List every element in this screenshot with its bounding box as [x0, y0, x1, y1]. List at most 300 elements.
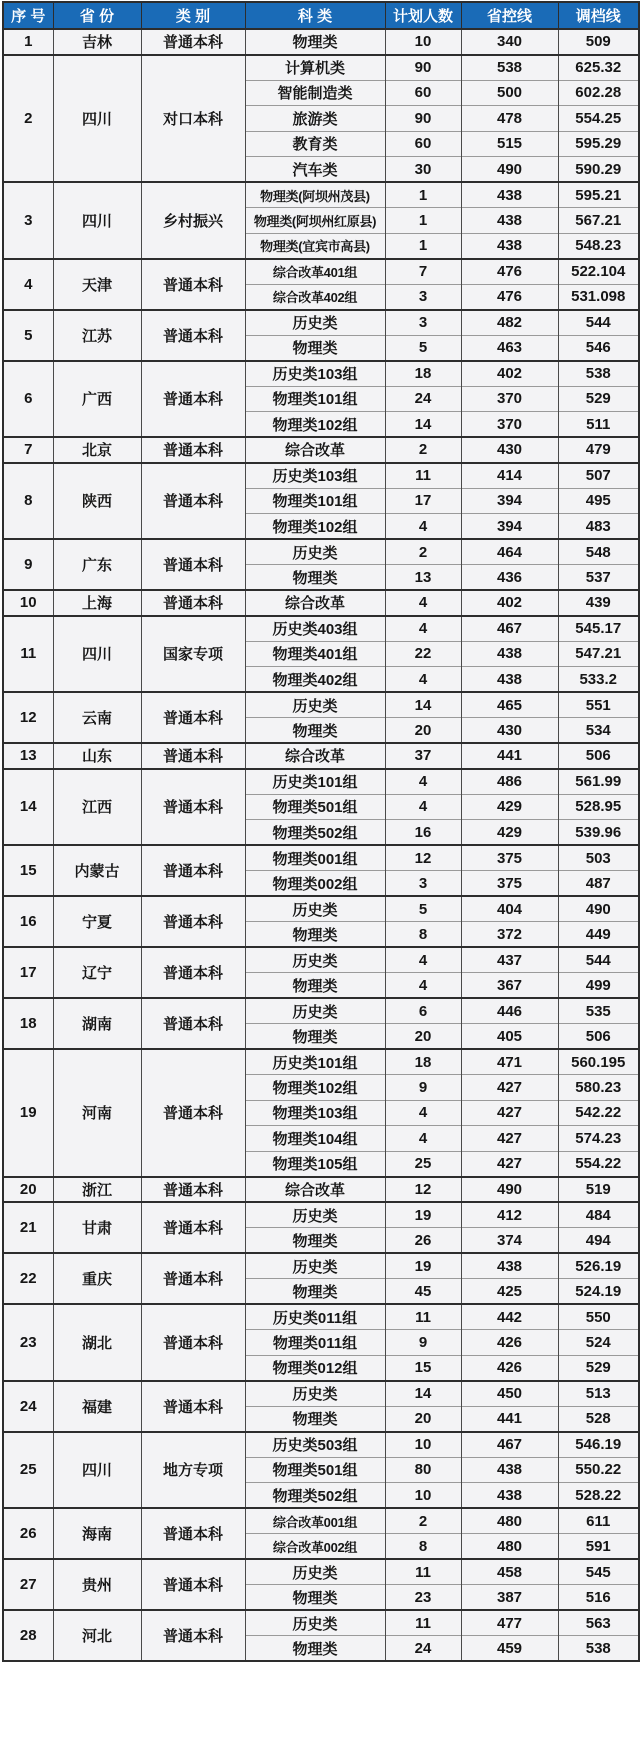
cell-subject: 物理类001组	[245, 845, 385, 871]
table-row	[3, 29, 639, 55]
cell-plan: 1	[385, 182, 461, 208]
cell-transfer-line: 591	[558, 1534, 639, 1560]
cell-province: 江苏	[53, 310, 141, 361]
admission-scores-table	[2, 1, 640, 1662]
cell-serial: 1	[3, 29, 53, 55]
cell-transfer-line: 484	[558, 1202, 639, 1228]
cell-subject: 历史类011组	[245, 1304, 385, 1330]
cell-province: 海南	[53, 1508, 141, 1559]
cell-category: 普通本科	[141, 1610, 245, 1661]
cell-serial: 18	[3, 998, 53, 1049]
cell-category: 普通本科	[141, 947, 245, 998]
cell-transfer-line: 548	[558, 539, 639, 565]
cell-plan: 4	[385, 973, 461, 999]
col-header-control-line: 省控线	[461, 2, 558, 29]
cell-subject: 综合改革002组	[245, 1534, 385, 1560]
cell-serial: 11	[3, 616, 53, 693]
cell-plan: 23	[385, 1585, 461, 1611]
cell-control-line: 458	[461, 1559, 558, 1585]
cell-subject: 综合改革	[245, 743, 385, 769]
table-row	[3, 437, 639, 463]
cell-plan: 14	[385, 1381, 461, 1407]
cell-transfer-line: 511	[558, 412, 639, 438]
cell-plan: 11	[385, 1610, 461, 1636]
cell-subject: 物理类502组	[245, 820, 385, 846]
cell-control-line: 426	[461, 1330, 558, 1356]
cell-transfer-line: 529	[558, 1355, 639, 1381]
cell-province: 河北	[53, 1610, 141, 1661]
table-row	[3, 1610, 639, 1636]
cell-plan: 11	[385, 463, 461, 489]
table-row	[3, 998, 639, 1024]
cell-category: 对口本科	[141, 55, 245, 183]
cell-category: 普通本科	[141, 361, 245, 438]
cell-plan: 13	[385, 565, 461, 591]
cell-province: 江西	[53, 769, 141, 846]
table-row	[3, 182, 639, 208]
cell-subject: 教育类	[245, 131, 385, 157]
cell-subject: 物理类	[245, 718, 385, 744]
cell-control-line: 438	[461, 641, 558, 667]
cell-province: 广西	[53, 361, 141, 438]
cell-subject: 历史类	[245, 692, 385, 718]
cell-control-line: 471	[461, 1049, 558, 1075]
cell-plan: 2	[385, 437, 461, 463]
cell-control-line: 436	[461, 565, 558, 591]
cell-serial: 6	[3, 361, 53, 438]
cell-plan: 19	[385, 1202, 461, 1228]
cell-control-line: 394	[461, 488, 558, 514]
cell-category: 普通本科	[141, 769, 245, 846]
cell-control-line: 459	[461, 1636, 558, 1662]
cell-serial: 10	[3, 590, 53, 616]
cell-subject: 物理类002组	[245, 871, 385, 897]
cell-plan: 12	[385, 845, 461, 871]
cell-subject: 历史类	[245, 310, 385, 336]
cell-serial: 26	[3, 1508, 53, 1559]
cell-control-line: 441	[461, 1406, 558, 1432]
table-row	[3, 259, 639, 285]
cell-category: 普通本科	[141, 259, 245, 310]
cell-plan: 16	[385, 820, 461, 846]
cell-control-line: 446	[461, 998, 558, 1024]
cell-plan: 17	[385, 488, 461, 514]
cell-category: 普通本科	[141, 590, 245, 616]
cell-province: 广东	[53, 539, 141, 590]
cell-subject: 物理类012组	[245, 1355, 385, 1381]
cell-transfer-line: 546.19	[558, 1432, 639, 1458]
cell-province: 山东	[53, 743, 141, 769]
cell-control-line: 429	[461, 820, 558, 846]
cell-subject: 物理类	[245, 1024, 385, 1050]
cell-control-line: 370	[461, 412, 558, 438]
cell-serial: 2	[3, 55, 53, 183]
cell-plan: 4	[385, 514, 461, 540]
cell-serial: 14	[3, 769, 53, 846]
cell-serial: 5	[3, 310, 53, 361]
cell-plan: 3	[385, 284, 461, 310]
cell-transfer-line: 595.21	[558, 182, 639, 208]
table-row	[3, 1202, 639, 1228]
cell-province: 内蒙古	[53, 845, 141, 896]
cell-category: 普通本科	[141, 1049, 245, 1177]
cell-control-line: 426	[461, 1355, 558, 1381]
cell-category: 普通本科	[141, 310, 245, 361]
cell-transfer-line: 519	[558, 1177, 639, 1203]
cell-control-line: 477	[461, 1610, 558, 1636]
cell-transfer-line: 479	[558, 437, 639, 463]
cell-control-line: 375	[461, 871, 558, 897]
cell-transfer-line: 528	[558, 1406, 639, 1432]
cell-subject: 计算机类	[245, 55, 385, 81]
cell-transfer-line: 528.22	[558, 1483, 639, 1509]
col-header-serial: 序 号	[3, 2, 53, 29]
table-row	[3, 1432, 639, 1458]
cell-category: 乡村振兴	[141, 182, 245, 259]
cell-transfer-line: 528.95	[558, 794, 639, 820]
cell-subject: 物理类105组	[245, 1151, 385, 1177]
cell-category: 地方专项	[141, 1432, 245, 1509]
cell-plan: 7	[385, 259, 461, 285]
cell-transfer-line: 529	[558, 386, 639, 412]
cell-category: 普通本科	[141, 1202, 245, 1253]
cell-serial: 23	[3, 1304, 53, 1381]
cell-transfer-line: 531.098	[558, 284, 639, 310]
table-body	[3, 29, 639, 1661]
cell-serial: 4	[3, 259, 53, 310]
cell-subject: 历史类103组	[245, 463, 385, 489]
cell-control-line: 438	[461, 182, 558, 208]
cell-plan: 2	[385, 1508, 461, 1534]
cell-plan: 14	[385, 692, 461, 718]
cell-subject: 物理类011组	[245, 1330, 385, 1356]
cell-control-line: 438	[461, 233, 558, 259]
cell-serial: 12	[3, 692, 53, 743]
cell-control-line: 414	[461, 463, 558, 489]
cell-plan: 5	[385, 896, 461, 922]
cell-transfer-line: 507	[558, 463, 639, 489]
cell-transfer-line: 551	[558, 692, 639, 718]
table-row	[3, 1381, 639, 1407]
cell-subject: 物理类	[245, 1406, 385, 1432]
cell-control-line: 370	[461, 386, 558, 412]
cell-subject: 历史类503组	[245, 1432, 385, 1458]
table-row	[3, 1559, 639, 1585]
cell-transfer-line: 554.25	[558, 106, 639, 132]
cell-serial: 20	[3, 1177, 53, 1203]
cell-transfer-line: 526.19	[558, 1253, 639, 1279]
cell-transfer-line: 544	[558, 310, 639, 336]
cell-control-line: 438	[461, 667, 558, 693]
cell-plan: 80	[385, 1457, 461, 1483]
table-row	[3, 1049, 639, 1075]
col-header-transfer-line: 调档线	[558, 2, 639, 29]
cell-serial: 16	[3, 896, 53, 947]
cell-subject: 历史类103组	[245, 361, 385, 387]
cell-category: 普通本科	[141, 896, 245, 947]
cell-control-line: 490	[461, 157, 558, 183]
cell-category: 普通本科	[141, 692, 245, 743]
cell-control-line: 476	[461, 284, 558, 310]
cell-transfer-line: 602.28	[558, 80, 639, 106]
cell-control-line: 464	[461, 539, 558, 565]
cell-plan: 10	[385, 1432, 461, 1458]
cell-control-line: 437	[461, 947, 558, 973]
cell-plan: 11	[385, 1559, 461, 1585]
cell-control-line: 425	[461, 1279, 558, 1305]
table-row	[3, 743, 639, 769]
cell-control-line: 404	[461, 896, 558, 922]
table-row	[3, 361, 639, 387]
cell-plan: 37	[385, 743, 461, 769]
cell-category: 普通本科	[141, 743, 245, 769]
cell-plan: 90	[385, 106, 461, 132]
cell-transfer-line: 546	[558, 335, 639, 361]
cell-control-line: 490	[461, 1177, 558, 1203]
cell-subject: 历史类	[245, 1559, 385, 1585]
cell-subject: 物理类(阿坝州红原县)	[245, 208, 385, 234]
cell-transfer-line: 516	[558, 1585, 639, 1611]
cell-subject: 综合改革401组	[245, 259, 385, 285]
cell-control-line: 430	[461, 718, 558, 744]
cell-subject: 物理类(阿坝州茂县)	[245, 182, 385, 208]
col-header-subject: 科 类	[245, 2, 385, 29]
cell-plan: 25	[385, 1151, 461, 1177]
cell-serial: 22	[3, 1253, 53, 1304]
cell-subject: 历史类	[245, 1610, 385, 1636]
cell-province: 四川	[53, 182, 141, 259]
cell-serial: 9	[3, 539, 53, 590]
cell-transfer-line: 506	[558, 1024, 639, 1050]
cell-control-line: 463	[461, 335, 558, 361]
cell-control-line: 427	[461, 1151, 558, 1177]
cell-plan: 14	[385, 412, 461, 438]
cell-transfer-line: 538	[558, 361, 639, 387]
cell-subject: 物理类104组	[245, 1126, 385, 1152]
table-row	[3, 616, 639, 642]
cell-transfer-line: 539.96	[558, 820, 639, 846]
cell-control-line: 465	[461, 692, 558, 718]
cell-category: 普通本科	[141, 845, 245, 896]
cell-plan: 45	[385, 1279, 461, 1305]
cell-subject: 物理类501组	[245, 794, 385, 820]
cell-plan: 8	[385, 1534, 461, 1560]
cell-transfer-line: 550	[558, 1304, 639, 1330]
cell-control-line: 402	[461, 361, 558, 387]
cell-transfer-line: 542.22	[558, 1100, 639, 1126]
cell-province: 上海	[53, 590, 141, 616]
cell-subject: 物理类101组	[245, 488, 385, 514]
cell-transfer-line: 625.32	[558, 55, 639, 81]
cell-province: 四川	[53, 616, 141, 693]
cell-subject: 历史类	[245, 947, 385, 973]
cell-transfer-line: 522.104	[558, 259, 639, 285]
cell-subject: 智能制造类	[245, 80, 385, 106]
table-row	[3, 590, 639, 616]
cell-control-line: 412	[461, 1202, 558, 1228]
cell-plan: 18	[385, 361, 461, 387]
cell-subject: 历史类101组	[245, 1049, 385, 1075]
cell-province: 云南	[53, 692, 141, 743]
table-row	[3, 1253, 639, 1279]
cell-subject: 物理类	[245, 335, 385, 361]
cell-province: 浙江	[53, 1177, 141, 1203]
cell-subject: 物理类	[245, 973, 385, 999]
cell-subject: 汽车类	[245, 157, 385, 183]
cell-transfer-line: 548.23	[558, 233, 639, 259]
cell-control-line: 375	[461, 845, 558, 871]
cell-plan: 3	[385, 871, 461, 897]
col-header-category: 类 别	[141, 2, 245, 29]
cell-subject: 物理类102组	[245, 412, 385, 438]
cell-subject: 综合改革402组	[245, 284, 385, 310]
cell-plan: 4	[385, 769, 461, 795]
cell-subject: 物理类	[245, 1636, 385, 1662]
cell-subject: 物理类103组	[245, 1100, 385, 1126]
cell-plan: 8	[385, 922, 461, 948]
cell-plan: 2	[385, 539, 461, 565]
cell-control-line: 515	[461, 131, 558, 157]
cell-control-line: 486	[461, 769, 558, 795]
cell-transfer-line: 494	[558, 1228, 639, 1254]
cell-control-line: 430	[461, 437, 558, 463]
cell-transfer-line: 567.21	[558, 208, 639, 234]
cell-serial: 7	[3, 437, 53, 463]
cell-subject: 历史类	[245, 998, 385, 1024]
cell-province: 河南	[53, 1049, 141, 1177]
cell-control-line: 538	[461, 55, 558, 81]
cell-transfer-line: 550.22	[558, 1457, 639, 1483]
cell-subject: 物理类(宜宾市高县)	[245, 233, 385, 259]
cell-transfer-line: 611	[558, 1508, 639, 1534]
cell-control-line: 387	[461, 1585, 558, 1611]
cell-province: 四川	[53, 1432, 141, 1509]
cell-plan: 4	[385, 794, 461, 820]
cell-category: 普通本科	[141, 1304, 245, 1381]
cell-control-line: 427	[461, 1126, 558, 1152]
cell-transfer-line: 534	[558, 718, 639, 744]
cell-category: 普通本科	[141, 998, 245, 1049]
cell-control-line: 442	[461, 1304, 558, 1330]
cell-province: 吉林	[53, 29, 141, 55]
cell-subject: 物理类501组	[245, 1457, 385, 1483]
cell-transfer-line: 537	[558, 565, 639, 591]
cell-serial: 17	[3, 947, 53, 998]
cell-province: 天津	[53, 259, 141, 310]
cell-plan: 4	[385, 590, 461, 616]
cell-plan: 4	[385, 1126, 461, 1152]
cell-subject: 物理类401组	[245, 641, 385, 667]
cell-transfer-line: 547.21	[558, 641, 639, 667]
cell-plan: 3	[385, 310, 461, 336]
cell-serial: 8	[3, 463, 53, 540]
cell-province: 贵州	[53, 1559, 141, 1610]
cell-transfer-line: 545	[558, 1559, 639, 1585]
cell-transfer-line: 574.23	[558, 1126, 639, 1152]
cell-plan: 60	[385, 80, 461, 106]
cell-control-line: 438	[461, 1457, 558, 1483]
cell-plan: 60	[385, 131, 461, 157]
cell-transfer-line: 560.195	[558, 1049, 639, 1075]
cell-control-line: 394	[461, 514, 558, 540]
cell-province: 四川	[53, 55, 141, 183]
cell-plan: 1	[385, 208, 461, 234]
header-row	[3, 2, 639, 29]
cell-transfer-line: 538	[558, 1636, 639, 1662]
cell-transfer-line: 590.29	[558, 157, 639, 183]
cell-control-line: 478	[461, 106, 558, 132]
cell-province: 陕西	[53, 463, 141, 540]
cell-province: 北京	[53, 437, 141, 463]
cell-plan: 9	[385, 1330, 461, 1356]
cell-control-line: 374	[461, 1228, 558, 1254]
cell-control-line: 467	[461, 616, 558, 642]
table-row	[3, 692, 639, 718]
cell-plan: 4	[385, 667, 461, 693]
cell-category: 普通本科	[141, 1177, 245, 1203]
cell-subject: 物理类	[245, 1228, 385, 1254]
col-header-plan: 计划人数	[385, 2, 461, 29]
cell-transfer-line: 545.17	[558, 616, 639, 642]
cell-control-line: 450	[461, 1381, 558, 1407]
cell-control-line: 438	[461, 208, 558, 234]
cell-control-line: 405	[461, 1024, 558, 1050]
cell-plan: 12	[385, 1177, 461, 1203]
cell-category: 普通本科	[141, 1508, 245, 1559]
cell-plan: 26	[385, 1228, 461, 1254]
cell-control-line: 480	[461, 1534, 558, 1560]
cell-transfer-line: 563	[558, 1610, 639, 1636]
cell-serial: 21	[3, 1202, 53, 1253]
cell-transfer-line: 535	[558, 998, 639, 1024]
cell-province: 湖北	[53, 1304, 141, 1381]
cell-province: 湖南	[53, 998, 141, 1049]
cell-subject: 历史类	[245, 1381, 385, 1407]
cell-control-line: 427	[461, 1075, 558, 1101]
cell-transfer-line: 503	[558, 845, 639, 871]
cell-serial: 28	[3, 1610, 53, 1661]
cell-category: 普通本科	[141, 1381, 245, 1432]
table-row	[3, 310, 639, 336]
cell-subject: 历史类	[245, 896, 385, 922]
cell-plan: 10	[385, 1483, 461, 1509]
cell-subject: 综合改革	[245, 437, 385, 463]
cell-transfer-line: 533.2	[558, 667, 639, 693]
cell-transfer-line: 483	[558, 514, 639, 540]
cell-transfer-line: 561.99	[558, 769, 639, 795]
cell-subject: 物理类	[245, 29, 385, 55]
cell-control-line: 340	[461, 29, 558, 55]
cell-serial: 25	[3, 1432, 53, 1509]
cell-subject: 物理类101组	[245, 386, 385, 412]
table-row	[3, 1177, 639, 1203]
cell-subject: 综合改革001组	[245, 1508, 385, 1534]
table-row	[3, 896, 639, 922]
cell-category: 普通本科	[141, 539, 245, 590]
cell-province: 辽宁	[53, 947, 141, 998]
cell-subject: 历史类	[245, 1202, 385, 1228]
cell-control-line: 480	[461, 1508, 558, 1534]
cell-subject: 物理类	[245, 922, 385, 948]
cell-plan: 30	[385, 157, 461, 183]
cell-control-line: 441	[461, 743, 558, 769]
cell-control-line: 438	[461, 1483, 558, 1509]
cell-control-line: 402	[461, 590, 558, 616]
cell-province: 甘肃	[53, 1202, 141, 1253]
cell-plan: 4	[385, 1100, 461, 1126]
cell-category: 普通本科	[141, 1559, 245, 1610]
cell-plan: 90	[385, 55, 461, 81]
